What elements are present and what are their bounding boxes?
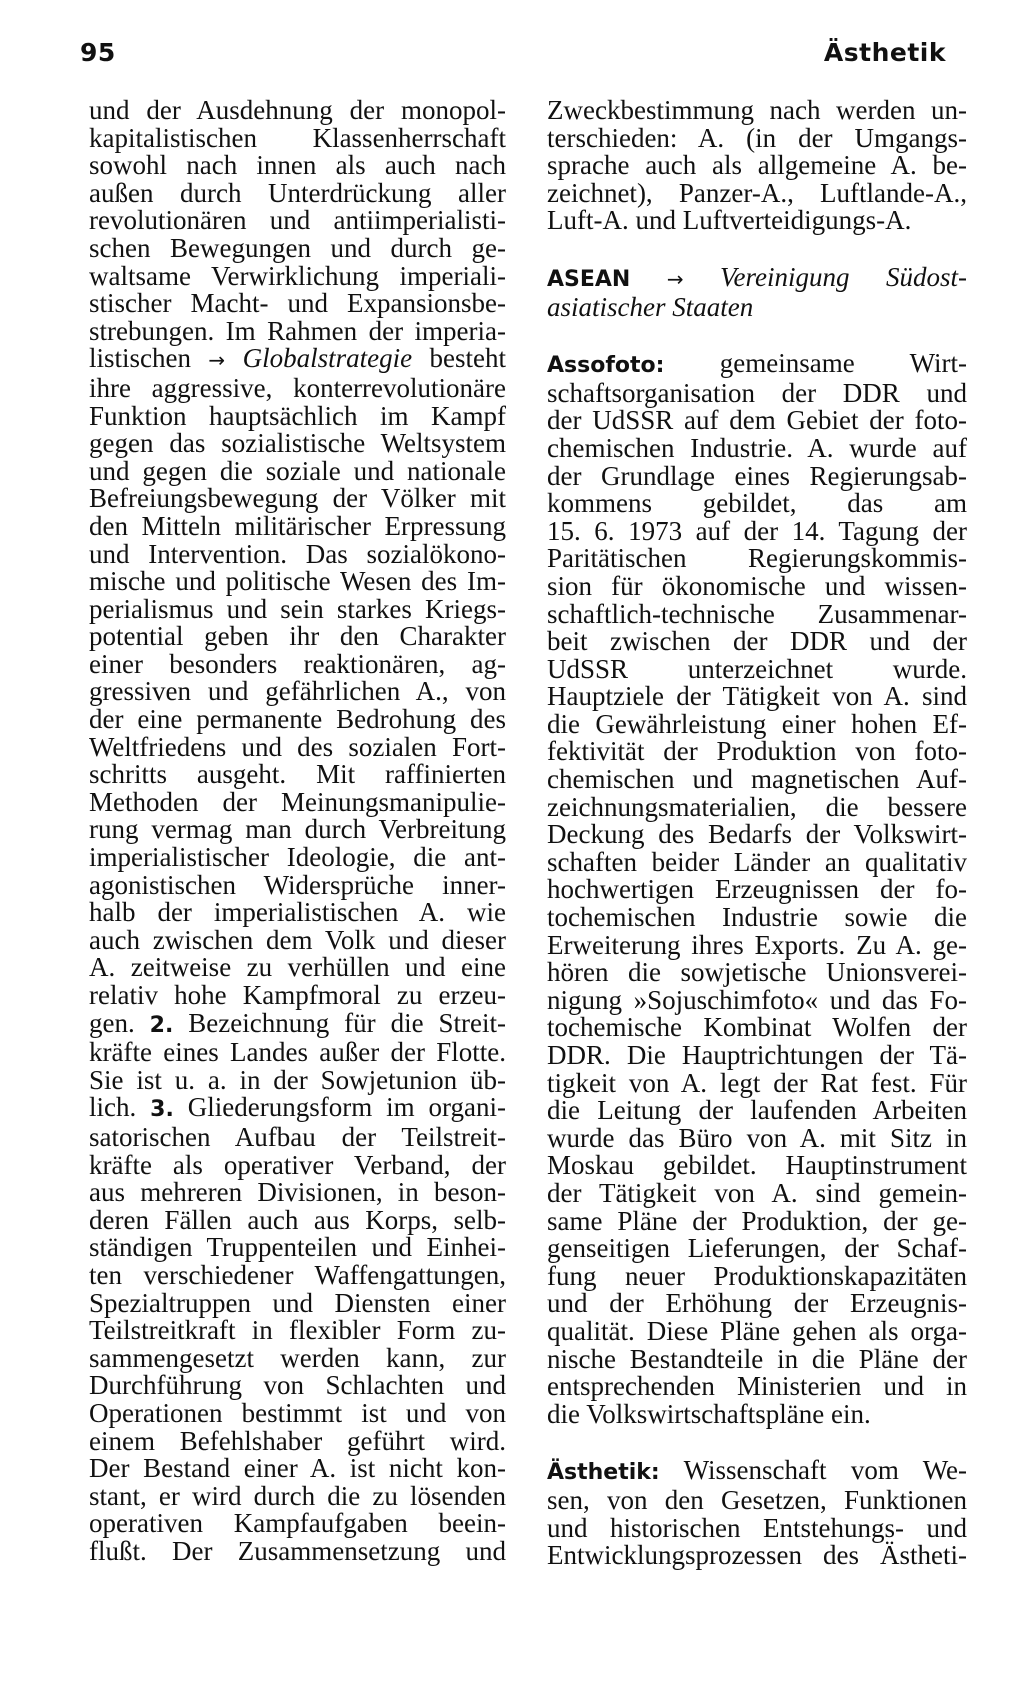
text-line: Zweckbestimmung nach werden un- xyxy=(547,95,967,125)
text-line: sowohl nach innen als auch nach xyxy=(89,150,506,181)
text-line: tochemische Kombinat Wolfen der xyxy=(547,1012,967,1043)
running-header-keyword: Ästhetik xyxy=(823,38,946,67)
text-line: tochemischen Industrie sowie die xyxy=(547,902,967,933)
text-line: einem Befehlshaber geführt wird. xyxy=(89,1425,506,1456)
text-line: Paritätischen Regierungskommis- xyxy=(547,543,967,574)
text-line: Durchführung von Schlachten und xyxy=(89,1370,506,1401)
text-line: die Volkswirtschaftspläne ein. xyxy=(547,1398,871,1429)
text-line: kräfte eines Landes außer der Flotte. xyxy=(89,1037,506,1068)
text-line-with-sense-number xyxy=(89,1007,506,1040)
text-line: fung neuer Produktionskapazitäten xyxy=(547,1260,967,1291)
text-line: zeichnet), Panzer-A., Luftlande-A., xyxy=(547,177,967,208)
text-line: fektivität der Produktion von foto- xyxy=(547,736,967,767)
text-line: hochwertigen Erzeugnissen der fo- xyxy=(547,874,967,905)
text-line: nigung »Sojuschimfoto« und das Fo- xyxy=(547,984,967,1015)
text-line: gegen das sozialistische Weltsystem xyxy=(89,428,506,459)
text-line: agonistischen Widersprüche inner- xyxy=(89,869,506,900)
text-line: der Grundlage eines Regierungsab- xyxy=(547,460,967,491)
text-line: qualität. Diese Pläne gehen als orga- xyxy=(547,1315,967,1346)
text-line: und der Erhöhung der Erzeugnis- xyxy=(547,1288,967,1319)
text-line: schaftsorganisation der DDR und xyxy=(547,377,967,408)
text-line: perialismus und sein starkes Kriegs- xyxy=(89,593,506,624)
line-text: gemeinsame Wirt- xyxy=(719,348,967,379)
text-line: einer besonders reaktionären, ag- xyxy=(89,648,506,679)
text-line: same Pläne der Produktion, der ge- xyxy=(547,1205,967,1236)
text-line: wurde das Büro von A. mit Sitz in xyxy=(547,1122,967,1153)
text-line: chemischen Industrie. A. wurde auf xyxy=(547,432,967,463)
text-line: relativ hohe Kampfmoral zu erzeu- xyxy=(89,980,506,1010)
text-line: schaften beider Länder an qualitativ xyxy=(547,846,967,877)
text-line: DDR. Die Hauptrichtungen der Tä- xyxy=(547,1040,967,1070)
text-line: Teilstreitkraft in flexibler Form zu- xyxy=(89,1315,506,1346)
text-line: außen durch Unterdrückung aller xyxy=(89,177,506,208)
text-line: ten verschiedener Waffengattungen, xyxy=(89,1259,506,1290)
text-line: terschieden: A. (in der Umgangs- xyxy=(547,122,967,153)
cross-reference-link[interactable]: Vereinigung Südost- xyxy=(720,261,967,292)
entry-headword: Assofoto: xyxy=(547,353,665,379)
text-line: schaftlich-technische Zusammenar- xyxy=(547,598,967,629)
entry-asean xyxy=(547,261,967,294)
text-line: Methoden der Meinungsmanipulie- xyxy=(89,786,506,817)
text-line: tigkeit von A. legt der Rat fest. Für xyxy=(547,1067,967,1098)
text-line: Sie ist u. a. in der Sowjetunion üb- xyxy=(89,1064,506,1095)
text-line: Moskau gebildet. Hauptinstrument xyxy=(547,1150,967,1181)
text-line: Luft-A. und Luftverteidigungs-A. xyxy=(547,205,912,236)
text-line: Deckung des Bedarfs der Volkswirt- xyxy=(547,819,967,850)
text-line: halb der imperialistischen A. wie xyxy=(89,897,506,928)
text-line: zeichnungsmaterialien, die bessere xyxy=(547,791,967,822)
text-line: 15. 6. 1973 auf der 14. Tagung der xyxy=(547,515,967,546)
entry-spacer xyxy=(547,1428,967,1457)
text-line: und gegen die soziale und nationale xyxy=(89,455,506,486)
cross-reference-arrow-icon: → xyxy=(208,348,226,373)
text-line: schen Bewegungen und durch ge- xyxy=(89,232,506,263)
entry-headword: ASEAN xyxy=(547,266,631,292)
text-line: rung vermag man durch Verbreitung xyxy=(89,814,506,845)
text-line: chemischen und magnetischen Auf- xyxy=(547,764,967,795)
text-line: der eine permanente Bedrohung des xyxy=(89,704,506,735)
text-line: Operationen bestimmt ist und von xyxy=(89,1397,506,1428)
page-number: 95 xyxy=(80,38,116,67)
text-line: und Intervention. Das sozialökono- xyxy=(89,538,506,569)
text-line: sion für ökonomische und wissen- xyxy=(547,570,967,601)
text-line: entsprechenden Ministerien und in xyxy=(547,1371,967,1402)
entry-spacer xyxy=(547,235,967,264)
text-line: Befreiungsbewegung der Völker mit xyxy=(89,483,506,514)
text-line: potential geben ihr den Charakter xyxy=(89,621,506,652)
entry-assofoto xyxy=(547,350,967,380)
text-line: Hauptziele der Tätigkeit von A. sind xyxy=(547,681,967,712)
text-line: ständigen Truppenteilen und Einhei- xyxy=(89,1232,506,1263)
cross-reference-link[interactable]: asiatischer Staaten xyxy=(547,291,754,322)
line-text: Wissenschaft vom We- xyxy=(683,1455,967,1486)
text-line: kapitalistischen Klassenherrschaft xyxy=(89,122,506,153)
text-line: operativen Kampfaufgaben beein- xyxy=(89,1508,506,1539)
text-line: strebungen. Im Rahmen der imperia- xyxy=(89,315,506,346)
text-line: und der Ausdehnung der monopol- xyxy=(89,95,506,125)
text-line: kräfte als operativer Verband, der xyxy=(89,1149,506,1180)
text-line: der Tätigkeit von A. sind gemein- xyxy=(547,1177,967,1208)
text-line: schritts ausgeht. Mit raffinierten xyxy=(89,759,506,790)
text-line: Spezialtruppen und Diensten einer xyxy=(89,1287,506,1318)
line-text: listischen xyxy=(89,343,191,374)
text-line: A. zeitweise zu verhüllen und eine xyxy=(89,952,506,983)
text-line: Funktion hauptsächlich im Kampf xyxy=(89,400,506,431)
line-text: Bezeichnung für die Streit- xyxy=(188,1007,506,1038)
text-line: sen, von den Gesetzen, Funktionen xyxy=(547,1484,967,1515)
entry-aesthetik xyxy=(547,1457,967,1487)
text-line: satorischen Aufbau der Teilstreit- xyxy=(89,1121,506,1152)
text-line: Der Bestand einer A. ist nicht kon- xyxy=(89,1453,506,1484)
text-line: kommens gebildet, das am xyxy=(547,488,967,519)
text-line: waltsame Verwirklichung imperiali- xyxy=(89,260,506,291)
text-line: den Mitteln militärischer Erpressung xyxy=(89,510,506,541)
right-column xyxy=(547,97,967,1570)
text-line-with-sense-number xyxy=(89,1094,506,1124)
line-text: lich. xyxy=(89,1092,137,1123)
text-line: Erweiterung ihres Exports. Zu A. ge- xyxy=(547,929,967,960)
text-line: gressiven und gefährlichen A., von xyxy=(89,676,506,707)
text-line: revolutionären und antiimperialisti- xyxy=(89,205,506,236)
text-line: aus mehreren Divisionen, in beson- xyxy=(89,1177,506,1208)
text-line: mische und politische Wesen des Im- xyxy=(89,566,506,597)
sense-number: 2. xyxy=(149,1012,174,1038)
text-line: UdSSR unterzeichnet wurde. xyxy=(547,653,967,684)
text-line: die Leitung der laufenden Arbeiten xyxy=(547,1095,967,1126)
entry-headword: Ästhetik: xyxy=(547,1460,660,1486)
cross-reference-arrow-icon: → xyxy=(666,266,684,291)
sense-number: 3. xyxy=(150,1097,174,1123)
text-line: genseitigen Lieferungen, der Schaf- xyxy=(547,1233,967,1264)
text-line: imperialistischer Ideologie, die ant- xyxy=(89,842,506,873)
text-line: sprache auch als allgemeine A. be- xyxy=(547,150,967,181)
text-line: stischer Macht- und Expansionsbe- xyxy=(89,288,506,319)
text-line: Weltfriedens und des sozialen Fort- xyxy=(89,731,506,762)
text-line: sammengesetzt werden kann, zur xyxy=(89,1342,506,1373)
text-line: und historischen Entstehungs- und xyxy=(547,1512,967,1543)
text-line-with-reference xyxy=(89,345,506,375)
text-line: deren Fällen auch aus Korps, selb- xyxy=(89,1204,506,1235)
text-line: flußt. Der Zusammensetzung und xyxy=(89,1535,506,1566)
line-text: besteht xyxy=(429,343,507,374)
line-text: Gliederungsform im organi- xyxy=(187,1092,507,1123)
text-line: beit zwischen der DDR und der xyxy=(547,626,967,657)
text-line: ihre aggressive, konterrevolutionäre xyxy=(89,372,506,403)
text-line: nische Bestandteile in die Pläne der xyxy=(547,1343,967,1374)
text-line: auch zwischen dem Volk und dieser xyxy=(89,924,506,955)
left-column xyxy=(89,97,506,1565)
text-line: der UdSSR auf dem Gebiet der foto- xyxy=(547,405,967,436)
text-line: hören die sowjetische Unionsverei- xyxy=(547,957,967,988)
entry-spacer xyxy=(547,321,967,350)
text-line: die Gewährleistung einer hohen Ef- xyxy=(547,708,967,739)
line-text: gen. xyxy=(89,1007,135,1038)
text-line: Entwicklungsprozessen des Ästheti- xyxy=(547,1540,967,1571)
text-line: stant, er wird durch die zu lösenden xyxy=(89,1480,506,1511)
cross-reference-link[interactable]: Globalstrategie xyxy=(242,343,413,374)
